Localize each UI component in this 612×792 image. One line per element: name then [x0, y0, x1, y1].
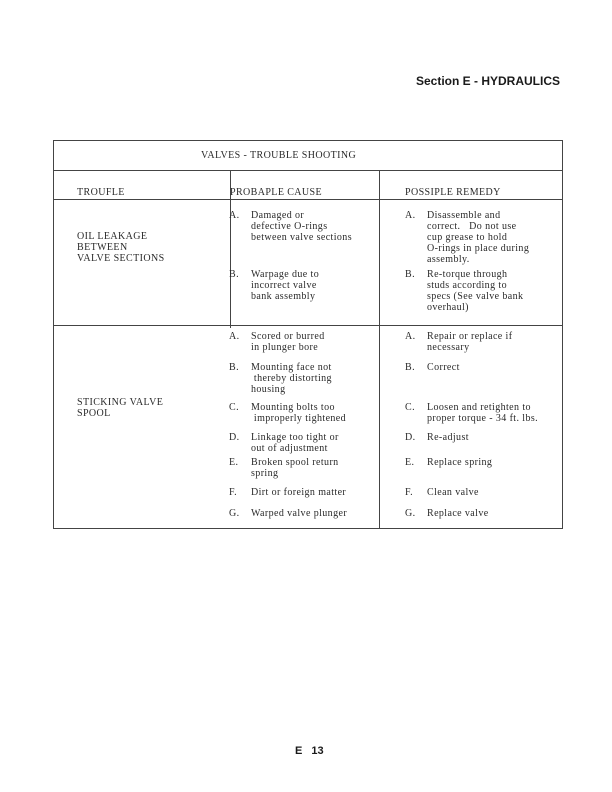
cause-text-line: between valve sections	[251, 232, 352, 243]
cause-text	[251, 331, 325, 353]
trouble-shooting-table	[53, 140, 563, 529]
remedy-label: D.	[405, 432, 416, 443]
section-header: Section E - HYDRAULICS	[415, 74, 560, 88]
cause-text-line: improperly tightened	[251, 413, 347, 424]
cause-text-line: in plunger bore	[251, 342, 319, 353]
cause-label: A.	[229, 210, 240, 221]
remedy-label: G.	[405, 508, 416, 519]
cause-text-line: Mounting face not	[251, 362, 332, 373]
cause-label: B.	[229, 269, 239, 280]
trouble-text	[77, 231, 165, 264]
column-header-possible-remedy: POSSIPLE REMEDY	[405, 187, 501, 198]
remedy-label: A.	[405, 331, 416, 342]
remedy-label: F.	[405, 487, 414, 498]
cause-text-line: bank assembly	[251, 291, 316, 302]
trouble-text-line: VALVE SECTIONS	[77, 253, 165, 264]
cause-label: G.	[229, 508, 240, 519]
cause-text-line: Dirt or foreign matter	[251, 487, 347, 498]
page-number: E 13	[295, 745, 324, 757]
cause-text-line: incorrect valve	[251, 280, 317, 291]
cause-text-line: Warpage due to	[251, 269, 320, 280]
column-header-trouble: TROUFLE	[77, 187, 125, 198]
cause-text-line: Scored or burred	[251, 331, 325, 342]
remedy-label: B.	[405, 362, 415, 373]
cause-text-line: out of adjustment	[251, 443, 328, 454]
cause-text	[251, 402, 346, 424]
remedy-label: B.	[405, 269, 415, 280]
remedy-text-line: cup grease to hold	[427, 232, 508, 243]
remedy-text-line: Repair or replace if	[427, 331, 513, 342]
remedy-text-line: Disassemble and	[427, 210, 501, 221]
cause-text-line: Damaged or	[251, 210, 305, 221]
trouble-text-line: OIL LEAKAGE	[77, 231, 148, 242]
cause-text	[251, 362, 332, 395]
remedy-text	[427, 402, 538, 424]
cause-label: B.	[229, 362, 239, 373]
cause-text-line: thereby distorting	[251, 373, 332, 384]
cause-text	[251, 269, 319, 302]
trouble-text-line: STICKING VALVE	[77, 397, 164, 408]
cause-label: A.	[229, 331, 240, 342]
cause-text-line: housing	[251, 384, 286, 395]
trouble-text-line: SPOOL	[77, 408, 111, 419]
cause-text-line: Warped valve plunger	[251, 508, 348, 519]
cause-text-line: defective O-rings	[251, 221, 328, 232]
trouble-text-line: BETWEEN	[77, 242, 128, 253]
cause-label: F.	[229, 487, 238, 498]
header-divider	[54, 199, 563, 200]
remedy-text	[427, 432, 469, 443]
remedy-label: E.	[405, 457, 415, 468]
cause-text	[251, 508, 347, 519]
remedy-text-line: studs according to	[427, 280, 507, 291]
cause-label: D.	[229, 432, 240, 443]
column-header-probable-cause: PROBAPLE CAUSE	[230, 187, 323, 198]
remedy-text-line: Re-adjust	[427, 432, 469, 443]
remedy-label: C.	[405, 402, 415, 413]
remedy-text-line: correct. Do not use	[427, 221, 517, 232]
remedy-text	[427, 457, 492, 468]
title-divider	[54, 170, 563, 171]
remedy-text	[427, 508, 489, 519]
remedy-text	[427, 362, 460, 373]
cause-text-line: Linkage too tight or	[251, 432, 339, 443]
cause-label: E.	[229, 457, 239, 468]
remedy-label: A.	[405, 210, 416, 221]
cause-label: C.	[229, 402, 239, 413]
remedy-text-line: overhaul)	[427, 302, 469, 313]
remedy-text	[427, 331, 512, 353]
remedy-text	[427, 487, 479, 498]
remedy-text-line: Loosen and retighten to	[427, 402, 531, 413]
remedy-text-line: necessary	[427, 342, 470, 353]
cause-text-line: spring	[251, 468, 279, 479]
cause-text	[251, 457, 339, 479]
remedy-text-line: Replace valve	[427, 508, 489, 519]
remedy-text	[427, 210, 529, 265]
cause-text	[251, 210, 352, 243]
remedy-text-line: Replace spring	[427, 457, 493, 468]
remedy-text-line: O-rings in place during	[427, 243, 530, 254]
column-divider-2	[379, 170, 380, 528]
cause-text	[251, 487, 346, 498]
cause-text-line: Broken spool return	[251, 457, 339, 468]
remedy-text-line: specs (See valve bank	[427, 291, 524, 302]
cause-text-line: Mounting bolts too	[251, 402, 335, 413]
cause-text	[251, 432, 339, 454]
remedy-text	[427, 269, 523, 313]
remedy-text-line: Correct	[427, 362, 460, 373]
group-divider	[54, 325, 563, 326]
table-title: VALVES - TROUBLE SHOOTING	[201, 150, 357, 161]
remedy-text-line: Re-torque through	[427, 269, 508, 280]
remedy-text-line: proper torque - 34 ft. lbs.	[427, 413, 539, 424]
trouble-text	[77, 397, 163, 419]
remedy-text-line: Clean valve	[427, 487, 479, 498]
remedy-text-line: assembly.	[427, 254, 470, 265]
